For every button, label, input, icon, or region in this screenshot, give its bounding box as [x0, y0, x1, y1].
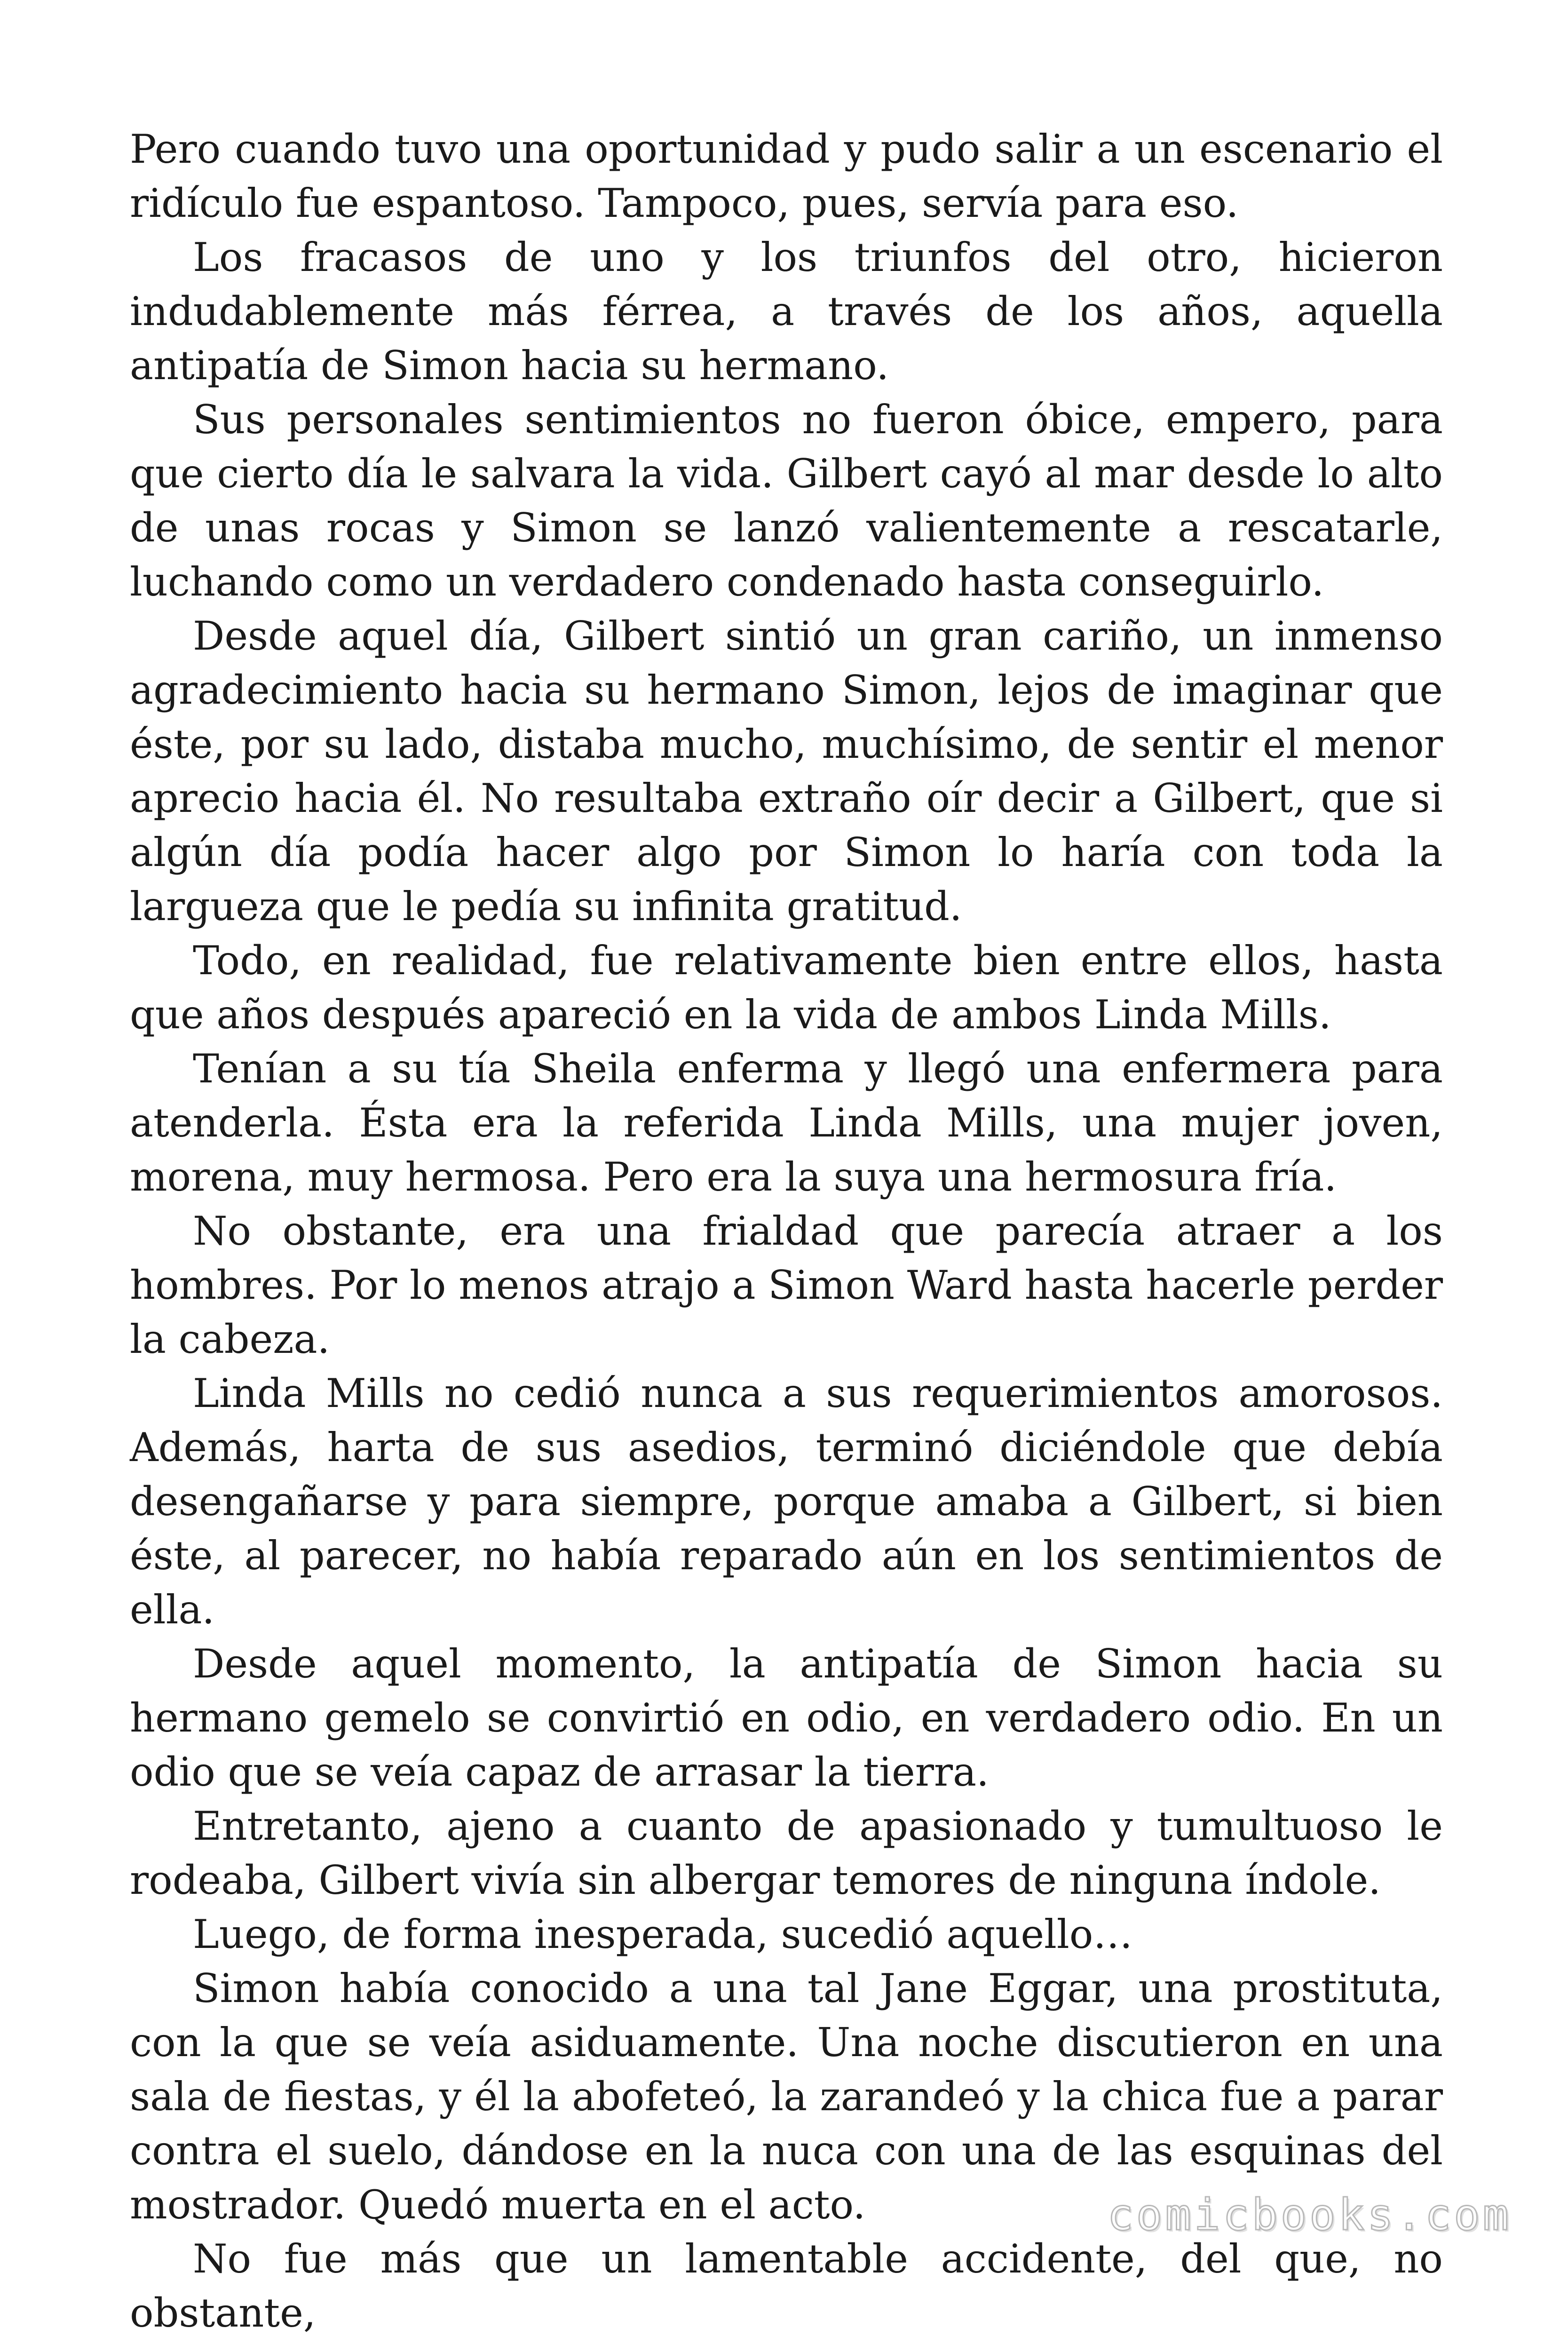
- paragraph-1: Pero cuando tuvo una oportunidad y pudo salir a un escenario el ridículo fue espantoso. Tampoco, pues, servía para eso.: [130, 126, 1443, 226]
- paragraph-13: No fue más que un lamentable accidente, del que, no obstante,: [130, 2236, 1443, 2336]
- paragraph-2: Los fracasos de uno y los triunfos del otro, hicieron indudablemente más férrea, a través de los años, aquella antipatía de Simon hacia su hermano.: [130, 234, 1443, 389]
- page-body: [130, 122, 1443, 2340]
- paragraph-5: Todo, en realidad, fue relativamente bien entre ellos, hasta que años después apareció en la vida de ambos Linda Mills.: [130, 938, 1443, 1038]
- paragraph-6: Tenían a su tía Sheila enferma y llegó una enfermera para atenderla. Ésta era la referida Linda Mills, una mujer joven, morena, muy hermosa. Pero era la suya una hermosura fría.: [130, 1046, 1443, 1200]
- paragraph-7: No obstante, era una frialdad que parecía atraer a los hombres. Por lo menos atrajo a Simon Ward hasta hacerle perder la cabeza.: [130, 1208, 1443, 1362]
- paragraph-12: Simon había conocido a una tal Jane Eggar, una prostituta, con la que se veía asiduamente. Una noche discutieron en una sala de fiestas, y él la abofeteó, la zarandeó y la chica fue a parar contra el suelo, dándose en la nuca con una de las esquinas del mostrador. Quedó muerta en el acto.: [130, 1965, 1443, 2228]
- paragraph-10: Entretanto, ajeno a cuanto de apasionado y tumultuoso le rodeaba, Gilbert vivía sin albergar temores de ninguna índole.: [130, 1803, 1443, 1903]
- paragraph-8: Linda Mills no cedió nunca a sus requerimientos amorosos. Además, harta de sus asedios, terminó diciéndole que debía desengañarse y para siempre, porque amaba a Gilbert, si bien éste, al parecer, no había reparado aún en los sentimientos de ella.: [130, 1370, 1443, 1633]
- paragraph-3: Sus personales sentimientos no fueron óbice, empero, para que cierto día le salvara la vida. Gilbert cayó al mar desde lo alto de unas rocas y Simon se lanzó valientemente a rescatarle, luchando como un verdadero condenado hasta conseguirlo.: [130, 397, 1443, 605]
- paragraph-9: Desde aquel momento, la antipatía de Simon hacia su hermano gemelo se convirtió en odio, en verdadero odio. En un odio que se veía capaz de arrasar la tierra.: [130, 1641, 1443, 1795]
- paragraph-11: Luego, de forma inesperada, sucedió aquello…: [193, 1911, 1133, 1957]
- paragraph-4: Desde aquel día, Gilbert sintió un gran cariño, un inmenso agradecimiento hacia su hermano Simon, lejos de imaginar que éste, por su lado, distaba mucho, muchísimo, de sentir el menor aprecio hacia él. No resultaba extraño oír decir a Gilbert, que si algún día podía hacer algo por Simon lo haría con toda la largueza que le pedía su infinita gratitud.: [130, 613, 1443, 930]
- watermark: comicbooks.com: [1107, 2190, 1512, 2240]
